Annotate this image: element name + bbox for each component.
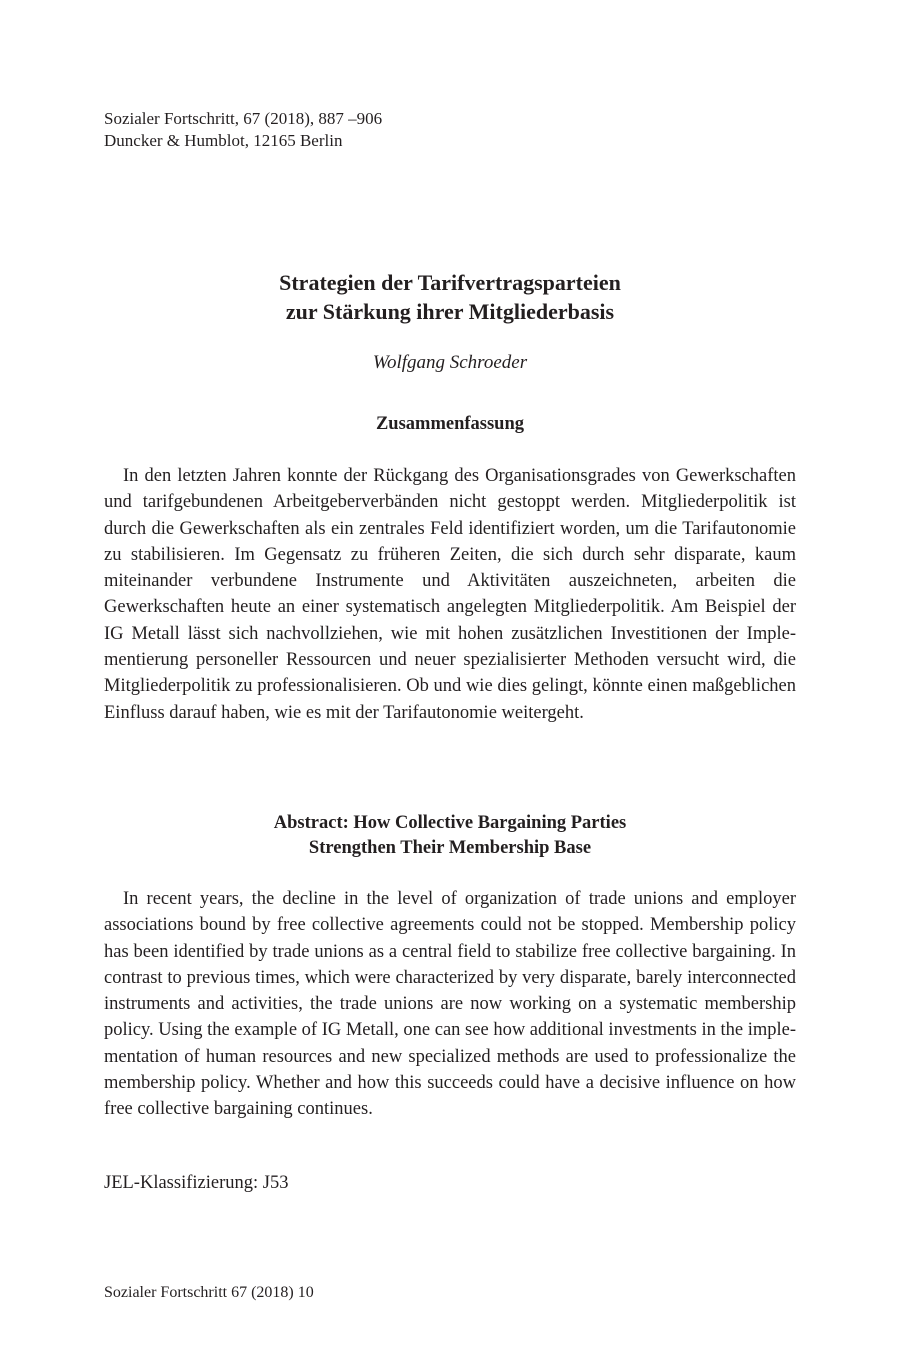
jel-classification: JEL-Klassifizierung: J53	[104, 1173, 289, 1193]
journal-reference	[104, 108, 382, 152]
abstract-heading-line-2: Strengthen Their Membership Base	[308, 838, 592, 858]
title-line-2: zur Stärkung ihrer Mitgliederbasis	[285, 299, 615, 324]
journal-citation: Sozialer Fortschritt, 67 (2018), 887 –906	[104, 109, 383, 128]
zusammenfassung-heading	[0, 412, 900, 437]
publisher-line: Duncker & Humblot, 12165 Berlin	[104, 131, 343, 150]
abstract-heading	[0, 811, 900, 861]
abstract-heading-line-1: Abstract: How Collective Bargaining Parties	[273, 813, 627, 833]
zusammenfassung-paragraph: In den letzten Jahren konnte der Rückgang des Organisationsgrades von Gewerkschaften und tarifgebundenen Arbeitgeberverbänden nicht gestoppt werden. Mitgliederpolitik ist durch die Gewerkschaften als ein zentrales Feld identifiziert worden, um die Tarifautonomie zu stabilisieren. Im Gegensatz zu früheren Zeiten, die sich durch sehr disparate, kaum miteinander verbundene Instrumente und Aktivitäten auszeichneten, arbeiten die Gewerkschaften heute an einer systematisch angelegten Mitgliederpolitik. Am Beispiel der IG Metall lässt sich nachvollziehen, wie mit hohen zusätzlichen Investitionen der Implementierung personeller Ressourcen und neuer spezialisierter Methoden versucht wird, die Mitgliederpolitik zu professionalisieren. Ob und wie dies gelingt, könnte einen maßgeblichen Einfluss darauf haben, wie es mit der Tarifautonomie weitergeht.	[104, 466, 796, 723]
abstract-paragraph: In recent years, the decline in the level of organization of trade unions and employer associations bound by free collective agreements could not be stopped. Membership policy has been identified by trade unions as a central field to stabilize free collective bargaining. In contrast to previous times, which were characterized by very disparate, barely interconnected instruments and activities, the trade unions are now working on a systematic membership policy. Using the example of IG Metall, one can see how additional investments in the implementation of human resources and new specialized methods are used to professionalize the membership policy. Whether and how this succeeds could have a decisive influence on how free collective bargaining continues.	[104, 889, 796, 1120]
author-name: Wolfgang Schroeder	[372, 352, 528, 373]
page-footer: Sozialer Fortschritt 67 (2018) 10	[104, 1284, 314, 1301]
article-title	[0, 268, 900, 326]
title-line-1: Strategien der Tarifvertragsparteien	[279, 270, 621, 295]
zusammenfassung-heading-text: Zusammenfassung	[375, 414, 525, 434]
